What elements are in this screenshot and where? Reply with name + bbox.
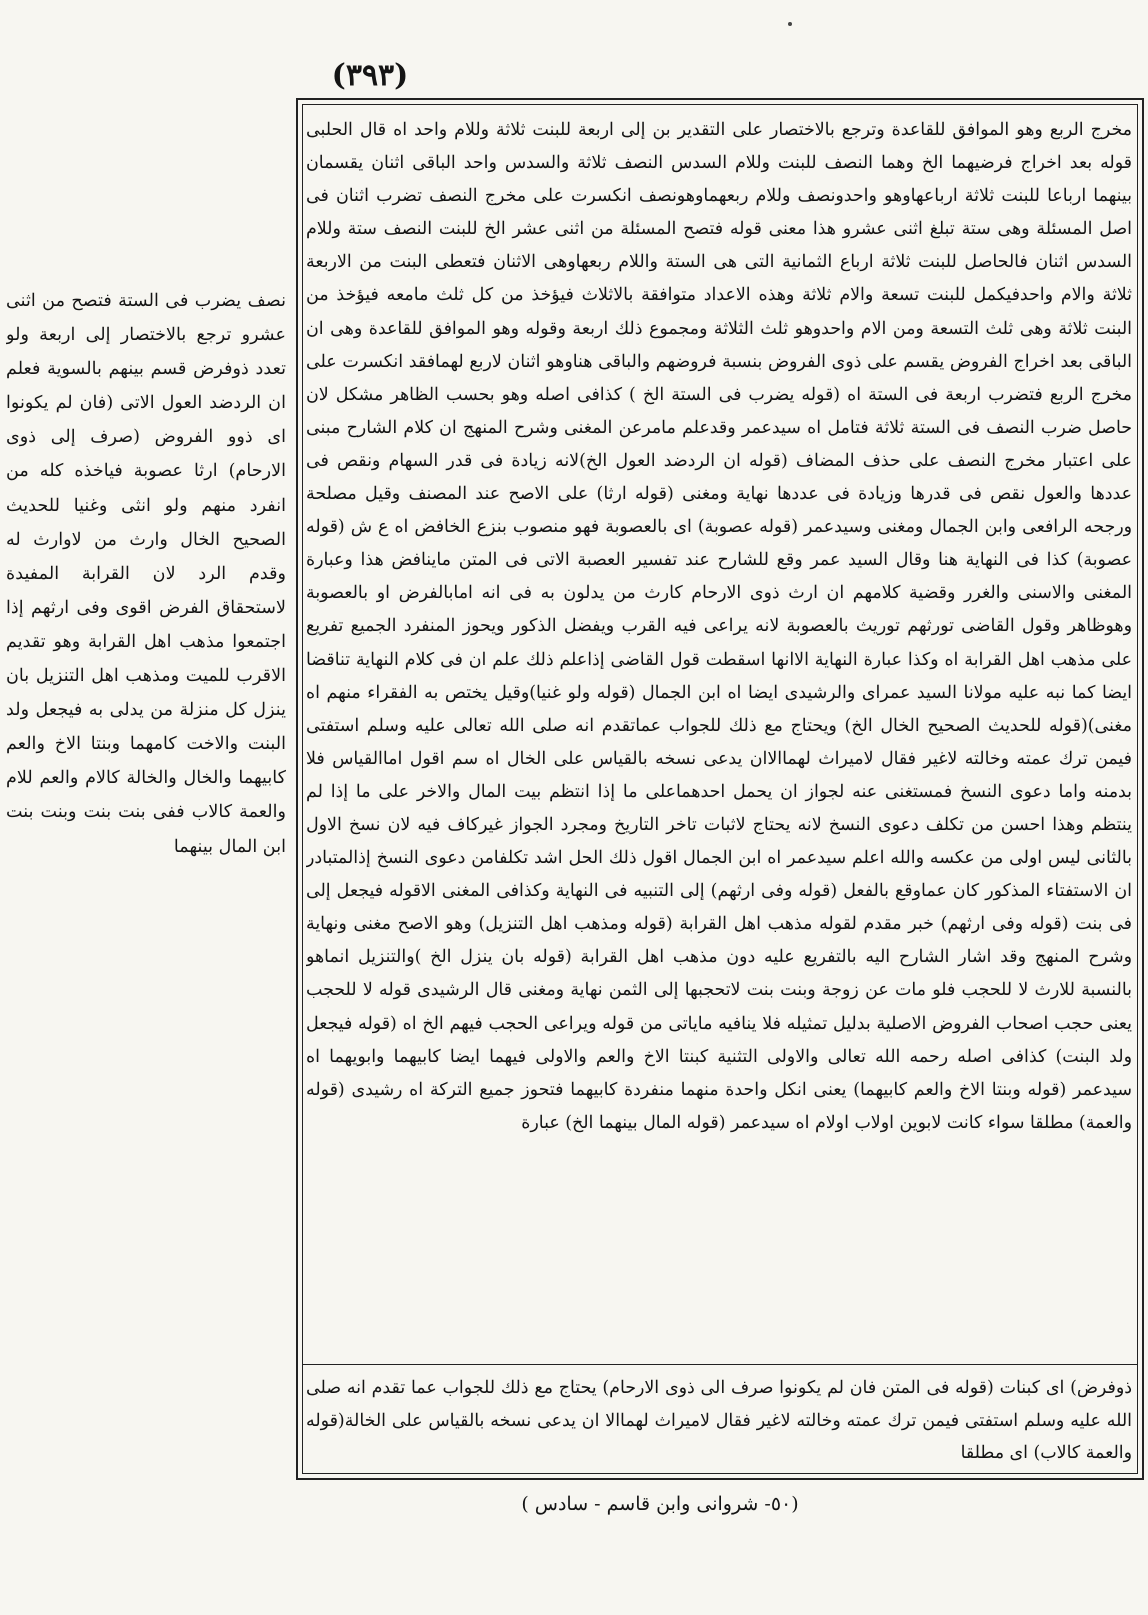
main-commentary-text	[306, 114, 1132, 1352]
footnote-divider	[302, 1364, 1138, 1365]
signature-caption: (٥٠- شروانى وابن قاسم - سادس )	[521, 1493, 799, 1515]
ink-dot	[788, 22, 792, 26]
footnote-text	[306, 1372, 1132, 1472]
main-paragraph: مخرج الربع وهو الموافق للقاعدة وترجع بالاختصار على التقدير بن إلى اربعة للبنت ثلاثة وللام واحد اه قال الحلبى قوله بعد اخراج فرضيهما الخ وهما النصف للبنت وللام السدس النصف ثلاثة والسدس واحد الباقى اثنان يقسمان بينهما ارباعا للبنت ثلاثة ارباعهاوهو واحدونصف وللام ربعهماوهونصف انكسرت على مخرج النصف تضرب اثنان فى اصل المسئلة وهى ستة تبلغ اثنى عشرو هذا معنى قوله فتصح المسئلة من اثنى عشر الخ للبنت النصف ستة وللام السدس اثنان فالحاصل للبنت ثلاثة ارباع الثمانية التى هى الستة واللام ربعهاوهى الاثنان فتعطى البنت من الاربعة ثلاثة والام واحدفيكمل للبنت تسعة والام ثلاثة وهذه الاعداد متوافقة بالاثلاث فيؤخذ من كل ثلث مامعه فيؤخذ من البنت ثلاثة وهى ثلث التسعة ومن الام واحدوهو ثلث الثلاثة ومجموع ذلك اربعة وقوله وهو الموافق للقاعدة وهى ان الباقى بعد اخراج الفروض يقسم على ذوى الفروض بنسبة فروضهم والباقى هناوهو اثنان لاربع لهمافقد انكسرت على مخرج الربع فتضرب اربعة فى الستة اه (قوله يضرب فى الستة الخ ) كذافى اصله وهو بحسب الظاهر مشكل لان حاصل ضرب النصف فى الستة ثلاثة فتامل اه سيدعمر وقدعلم مامرعن المغنى وشرح المنهج ان كلام الشارح مبنى على اعتبار مخرج النصف على حذف المضاف (قوله ان الردضد العول الخ)لانه زيادة فى قدر السهام ونقص فى عددها والعول نقص فى قدرها وزيادة فى عددها نهاية ومغنى (قوله ارثا) على الاصح عند المصنف وقيل مصلحة ورجحه الرافعى وابن الجمال ومغنى وسيدعمر (قوله عصوبة) اى بالعصوبة فهو منصوب بنزع الخافض اه ع ش (قوله عصوبة) كذا فى النهاية هنا وقال السيد عمر وقع للشارح عند تفسير العصبة الاتى فى المتن ماينافض هذا وعبارة المغنى والاسنى والغرر وقضية كلامهم ان ارث ذوى الارحام كارث من يدلون به فى انه امابالفرض او بالعصوبة وهوظاهر وقول القاضى تورثهم توريث بالعصوبة لانه يراعى فيه القرب ويفضل الذكور ويحوز المنفرد الجميع تفريع على مذهب اهل القرابة اه وكذا عبارة النهاية الاانها اسقطت قول القاضى إذاعلم ذلك علم ان فى كلام النهاية تناقضا ايضا كما نبه عليه مولانا السيد عمراى والرشيدى ايضا اه ابن الجمال (قوله ولو غنيا)وقيل يختص به الفقراء منهم اه مغنى)(قوله للحديث الصحيح الخال الخ) ويحتاج مع ذلك للجواب عماتقدم انه صلى الله تعالى عليه وسلم استفتى فيمن ترك عمته وخالته لاغير فقال لاميراث لهماالاان يدعى نسخه بالقياس على الخال اه سم اقول اماالقياس فلا بدمنه واما دعوى النسخ فمستغنى عنه لجواز ان يحمل احدهماعلى ما إذا انتظم بيت المال والاخر على ما إذا لم ينتظم وهذا احسن من تكلف دعوى النسخ لانه يحتاج لاثبات تاخر التاريخ ومجرد الجواز غيركاف فيه لان نسخ الاول بالثانى ليس اولى من عكسه والله اعلم سيدعمر اه ابن الجمال اقول ذلك الحل اشد تكلفامن دعوى النسخ إذالمتبادر ان الاستفتاء المذكور كان عماوقع بالفعل (قوله وفى ارثهم) إلى التنبيه فى النهاية وكذافى المغنى الاقوله فيجعل إلى فى بنت (قوله وفى ارثهم) خبر مقدم لقوله مذهب اهل القرابة (قوله ومذهب اهل التنزيل) وهو الاصح مغنى ونهاية وشرح المنهج وقد اشار الشارح اليه بالتفريع عليه دون مذهب اهل القرابة (قوله بان ينزل الخ )والتنزيل انماهو بالنسبة للارث لا للحجب فلو مات عن زوجة وبنت بنت لاتحجبها إلى الثمن نهاية ومغنى قال الرشيدى قوله لا للحجب يعنى حجب اصحاب الفروض الاصلية بدليل تمثيله فلا ينافيه ماياتى من قوله ويراعى الحجب فيهم الخ اه (قوله فيجعل ولد البنت) كذافى اصله رحمه الله تعالى والاولى التثنية كبنتا الاخ والعم والاولى فيهما ايضا كابيهما وابويهما اه سيدعمر (قوله وبنتا الاخ والعم كابيهما) يعنى انكل واحدة منهما منفردة كابيهما فتحوز جميع التركة اه رشيدى (قوله والعمة) مطلقا سواء كانت لابوين اولاب اولام اه سيدعمر (قوله المال بينهما الخ) عبارة	[306, 120, 1132, 1133]
margin-matn-text	[6, 284, 286, 1094]
page-number: (٣٩٣)	[331, 58, 409, 93]
commentary-frame	[296, 98, 1144, 1480]
footnote-paragraph: ذوفرض) اى كبنات (قوله فى المتن فان لم يكونوا صرف الى ذوى الارحام) يحتاج مع ذلك للجواب عما تقدم انه صلى الله عليه وسلم استفتى فيمن ترك عمته وخالته لاغير فقال لاميراث لهماالا ان يدعى نسخه بالقياس على الخالة(قوله والعمة كالاب) اى مطلقا	[306, 1378, 1132, 1463]
margin-paragraph: نصف يضرب فى الستة فتصح من اثنى عشرو ترجع بالاختصار إلى اربعة ولو تعدد ذوفرض قسم بينهم بالسوية فعلم ان الردضد العول الاتى (فان لم يكونوا اى ذوو الفروض (صرف إلى ذوى الارحام) ارثا عصوبة فياخذه كله من انفرد منهم ولو انثى وغنيا للحديث الصحيح الخال وارث من لاوارث له وقدم الرد لان القرابة المفيدة لاستحقاق الفرض اقوى وفى ارثهم إذا اجتمعوا مذهب اهل القرابة وهو تقديم الاقرب للميت ومذهب اهل التنزيل بان ينزل كل منزلة من يدلى به فيجعل ولد البنت والاخت كامهما وبنتا الاخ والعم كابيهما والخال والخالة كالام والعم للام والعمة كالاب ففى بنت بنت وبنت بنت ابن المال بينهما	[6, 291, 286, 857]
